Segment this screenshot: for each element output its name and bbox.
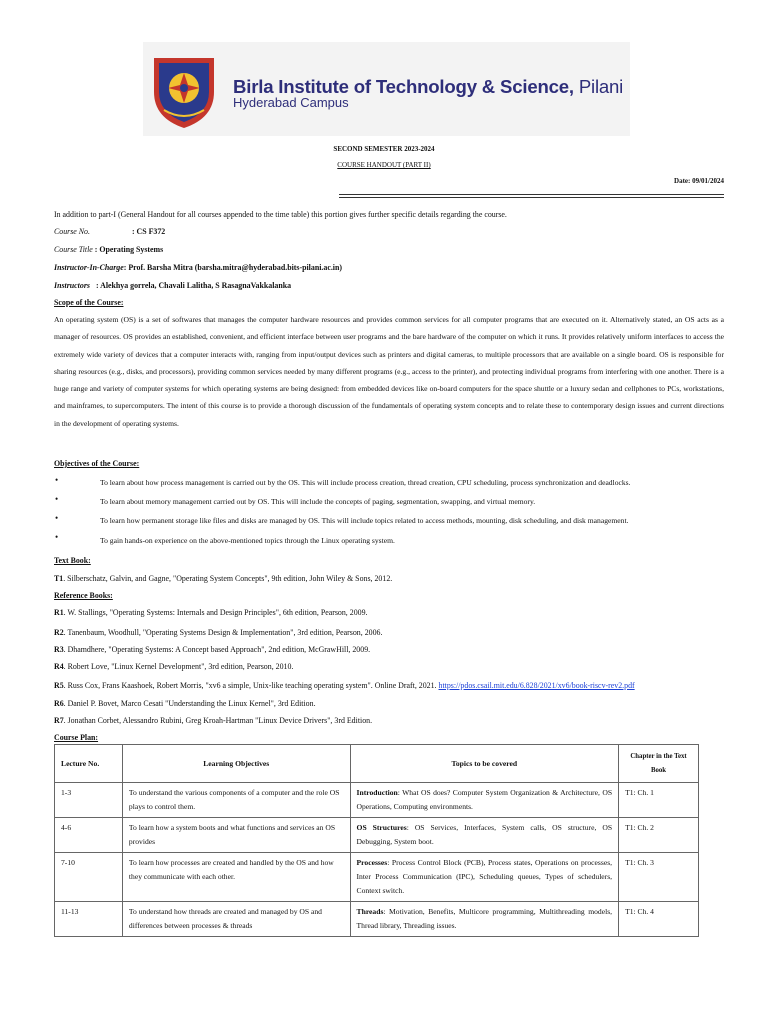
- instructor-in-charge-value: : Prof. Barsha Mitra (barsha.mitra@hyderabad.bits-pilani.ac.in): [123, 263, 343, 272]
- course-title-value: : Operating Systems: [94, 245, 164, 254]
- course-title-row: [54, 245, 724, 255]
- bullet-icon: •: [55, 475, 59, 485]
- header-topics: Topics to be covered: [350, 745, 619, 783]
- campus-name: Hyderabad Campus: [233, 95, 349, 110]
- reference-item: R2. Tanenbaum, Woodhull, "Operating Systems Design & Implementation", 3rd edition, Pearson, 2006.: [54, 628, 383, 637]
- scope-heading: Scope of the Course:: [54, 298, 124, 307]
- objective-cell: To learn how a system boots and what functions and services an OS provides: [122, 818, 350, 853]
- reference-heading: Reference Books:: [54, 591, 113, 600]
- instructor-in-charge-row: [54, 263, 724, 273]
- table-header-row: [55, 745, 699, 783]
- objective-item: To learn how permanent storage like files and disks are managed by OS. This will include topics related to access methods, mounting, disk scheduling, and disk management.: [100, 516, 629, 525]
- document-date: Date: 09/01/2024: [674, 177, 724, 185]
- header-objectives: Learning Objectives: [122, 745, 350, 783]
- reference-item: R1. W. Stallings, "Operating Systems: Internals and Design Principles", 6th edition, Pearson, 2009.: [54, 608, 368, 617]
- course-title-label: Course Title: [54, 245, 93, 254]
- course-plan-heading: Course Plan:: [54, 733, 99, 742]
- bullet-icon: •: [55, 532, 59, 542]
- lecture-cell: 1-3: [55, 783, 123, 818]
- objective-cell: To understand how threads are created and managed by OS and differences between processes & threads: [122, 902, 350, 937]
- course-plan-table: [54, 744, 699, 937]
- chapter-cell: T1: Ch. 1: [619, 783, 699, 818]
- header-chapter: Chapter in the Text Book: [619, 745, 699, 783]
- handout-title: COURSE HANDOUT (PART II): [337, 161, 431, 169]
- chapter-cell: T1: Ch. 3: [619, 853, 699, 902]
- objective-item: To gain hands-on experience on the above-mentioned topics through the Linux operating system.: [100, 536, 395, 545]
- topics-cell: OS Structures: OS Services, Interfaces, System calls, OS structure, OS Debugging, System boot.: [350, 818, 619, 853]
- reference-item: R7. Jonathan Corbet, Alessandro Rubini, Greg Kroah-Hartman "Linux Device Drivers", 3rd Edition.: [54, 716, 373, 725]
- table-row: [55, 783, 699, 818]
- objective-cell: To learn how processes are created and handled by the OS and how they communicate with each other.: [122, 853, 350, 902]
- chapter-cell: T1: Ch. 4: [619, 902, 699, 937]
- reference-item: R4. Robert Love, "Linux Kernel Development", 3rd edition, Pearson, 2010.: [54, 662, 294, 671]
- bullet-icon: •: [55, 513, 59, 523]
- bits-logo-icon: [150, 52, 218, 130]
- table-row: [55, 853, 699, 902]
- reference-item: R6. Daniel P. Bovet, Marco Cesati "Understanding the Linux Kernel", 3rd Edition.: [54, 699, 316, 708]
- scope-text: An operating system (OS) is a set of softwares that manages the computer hardware resources and provides common services for all computer programs that are executed on it. Alternatively stated, an OS acts as a manager of resources. OS provides an established, convenient, and efficient interface between user programs and the bare hardware of the computer on which it runs. It provides relatively uniform interfaces to access the extremely wide variety of devices that a computer interacts with, ranging from input/output devices such as printers and digital cameras, to multiple processors that are available on a single board. OS is responsible for sharing resources (e.g., disks, and processors), providing common services needed by many different programs (e.g., access to the printer), and protecting individual programs from interfering with one another. There is a huge range and variety of computer systems for which operating systems are being designed: from embedded devices like on-board computers for the space shuttle or a luxury sedan and cellphones to PCs, workstations, and mainframes, to supercomputers. The intent of this course is to provide a thorough discussion of the fundamentals of operating system concepts and to relate these to contemporary design issues and current directions in the development of operating systems.: [54, 315, 724, 428]
- course-no-row: [54, 227, 724, 237]
- instructor-in-charge-label: Instructor-In-Charge: [54, 263, 124, 272]
- chapter-cell: T1: Ch. 2: [619, 818, 699, 853]
- header-lecture: Lecture No.: [55, 745, 123, 783]
- lecture-cell: 11-13: [55, 902, 123, 937]
- course-no-value: : CS F372: [131, 227, 166, 236]
- reference-item: R3. Dhamdhere, "Operating Systems: A Concept based Approach", 2nd edition, McGrawHill, 2009.: [54, 645, 371, 654]
- objective-item: To learn about memory management carried out by OS. This will include the concepts of paging, segmentation, swapping, and virtual memory.: [100, 497, 536, 506]
- topics-cell: Threads: Motivation, Benefits, Multicore programming, Multithreading models, Thread library, Threading issues.: [350, 902, 619, 937]
- objective-item: To learn about how process management is carried out by the OS. This will include process creation, thread creation, CPU scheduling, process synchronization and deadlocks.: [100, 478, 631, 487]
- textbook-item: T1. Silberschatz, Galvin, and Gagne, "Operating System Concepts", 9th edition, John Wiley & Sons, 2012.: [54, 574, 393, 583]
- lecture-cell: 4-6: [55, 818, 123, 853]
- lecture-cell: 7-10: [55, 853, 123, 902]
- objectives-heading: Objectives of the Course:: [54, 459, 140, 468]
- course-no-label: Course No.: [54, 227, 90, 236]
- institute-name: Birla Institute of Technology & Science, Pilani: [233, 76, 624, 97]
- topics-cell: Processes: Process Control Block (PCB), Process states, Operations on processes, Inter Process Communication (IPC), Scheduling queues, Types of schedulers, Context switch.: [350, 853, 619, 902]
- table-row: [55, 818, 699, 853]
- intro-text: In addition to part-I (General Handout for all courses appended to the time table) this portion gives further specific details regarding the course.: [54, 210, 507, 219]
- semester-title: SECOND SEMESTER 2023-2024: [333, 145, 435, 153]
- instructors-label: Instructors: [54, 281, 90, 290]
- bullet-icon: •: [55, 494, 59, 504]
- topics-cell: Introduction: What OS does? Computer System Organization & Architecture, OS Operations, Computing environments.: [350, 783, 619, 818]
- table-row: [55, 902, 699, 937]
- objective-cell: To understand the various components of a computer and the role OS plays to control them.: [122, 783, 350, 818]
- instructors-row: [54, 281, 724, 291]
- divider: [339, 197, 724, 198]
- instructors-value: : Alekhya gorrela, Chavali Lalitha, S RasagnaVakkalanka: [95, 281, 292, 290]
- divider: [339, 194, 724, 195]
- reference-item: R5. Russ Cox, Frans Kaashoek, Robert Morris, "xv6 a simple, Unix-like teaching operating system". Online Draft, 2021. https://pdos.csail.mit.edu/6.828/2021/xv6/book-riscv-rev2.pdf: [54, 681, 635, 690]
- xv6-book-link[interactable]: https://pdos.csail.mit.edu/6.828/2021/xv6/book-riscv-rev2.pdf: [438, 681, 635, 690]
- textbook-heading: Text Book:: [54, 556, 91, 565]
